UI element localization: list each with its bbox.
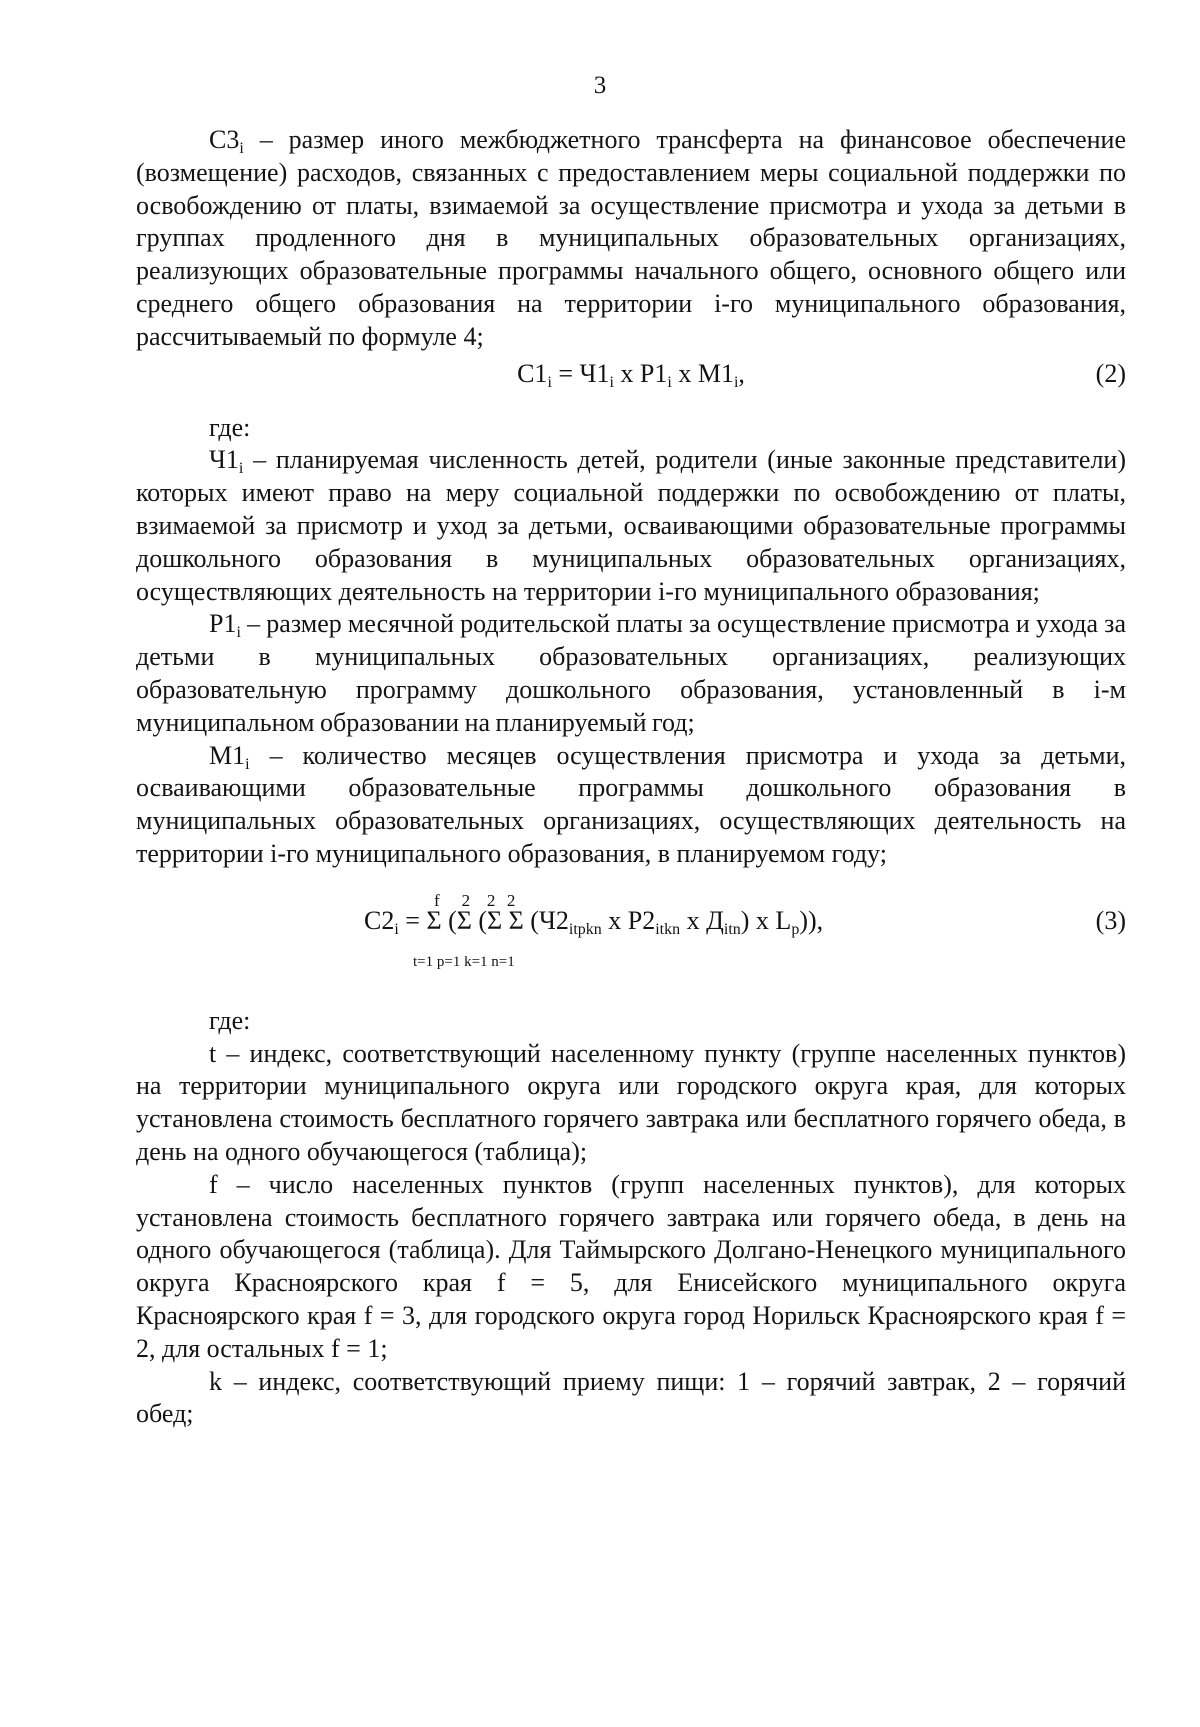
document-body (136, 124, 1126, 1431)
definition-m1: $М1_i$ – количество месяцев осуществления присмотра и ухода за детьми, осваивающими образовательные программы дошкольного образования в муниципальных образовательных организациях, осуществляющих деятельность на территории i-го муниципального образования, в планируемом году; (136, 740, 1126, 868)
definition-c3: $С3_i$ – размер иного межбюджетного трансферта на финансовое обеспечение (возмещение) расходов, связанных с предоставлением меры социальной поддержки по освобождению от платы, взимаемой за осуществление присмотра и ухода за детьми в группах продленного дня в муниципальных образовательных организациях, реализующих образовательные программы начального общего, основного общего или среднего общего образования на территории i-го муниципального образования, рассчитываемый по формуле 4; (136, 125, 1126, 351)
page-number: 3 (593, 72, 607, 99)
definition-f: f – число населенных пунктов (групп населенных пунктов), для которых установлена стоимость бесплатного горячего завтрака или горячего обеда, в день на одного обучающегося (таблица). Для Таймырского Долгано-Ненецкого муниципального округа Красноярского края f = 5, для Енисейского муниципального округа Красноярского края f = 3, для городского округа город Норильск Красноярского края f = 2, для остальных f = 1; (136, 1169, 1126, 1363)
formula-2-expression: $С1_i = Ч1_i$ х $Р1_i$ х $М1_i$, (517, 358, 745, 391)
formula-2 (136, 358, 1126, 396)
definition-r1: $Р1_i$ – размер месячной родительской платы за осуществление присмотра и ухода за детьми в муниципальных образовательных организациях, реализующих образовательную программу дошкольного образования, установленный в i-м муниципальном образовании на планируемый год; (136, 609, 1126, 737)
definition-t: t – индекс, соответствующий населенному пункту (группе населенных пунктов) на территории муниципального округа или городского округа края, для которых установлена стоимость бесплатного горячего завтрака или бесплатного горячего обеда, в день на одного обучающегося (таблица); (136, 1038, 1126, 1166)
formula-3-lower-limits: t=1 p=1 k=1 n=1 (413, 953, 515, 970)
where-label: где: (209, 412, 251, 442)
definition-k: k – индекс, соответствующий приему пищи: 1 – горячий завтрак, 2 – горячий обед; (136, 1366, 1126, 1429)
formula-3-expression: $С2_i = \Sigma$ (Σ (Σ Σ ($Ч2_{itpkn}$ х $Р2_{itkn}$ х $Д_{itn}$) х $L_p$)), (364, 905, 824, 938)
formula-3-upper-limits: f 2 2 2 (434, 890, 517, 910)
formula-3-number: (3) (1095, 905, 1126, 935)
formula-3 (136, 885, 1126, 975)
formula-2-number: (2) (1095, 358, 1126, 388)
definition-ch1: $Ч1_i$ – планируемая численность детей, родители (иные законные представители) которых имеют право на меру социальной поддержки по освобождению от платы, взимаемой за присмотр и уход за детьми, осваивающими образовательные программы дошкольного образования в муниципальных образовательных организациях, осуществляющих деятельность на территории i-го муниципального образования; (136, 445, 1126, 606)
symbol-c3: С3 (209, 125, 240, 154)
where-label-2: где: (209, 1005, 251, 1035)
